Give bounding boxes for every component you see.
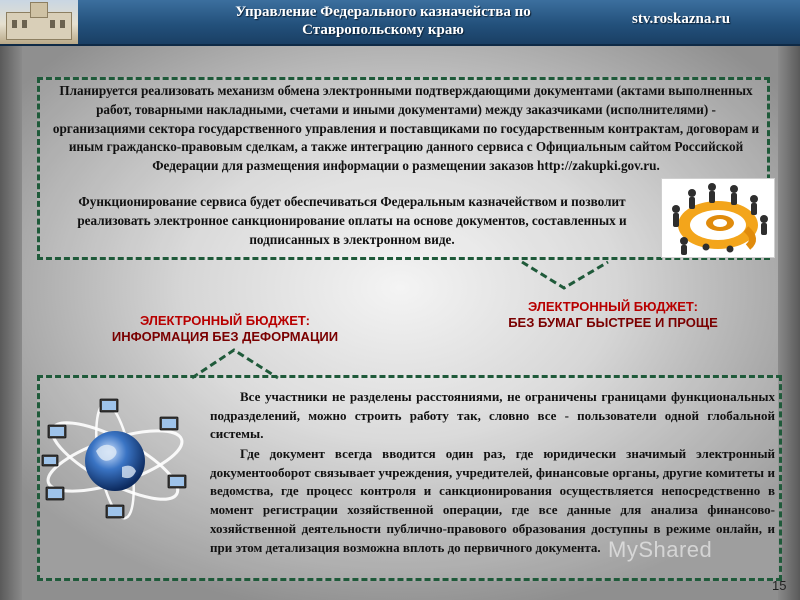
page-title (188, 3, 578, 39)
title-line-1: Управление Федерального казначейства по (235, 4, 531, 20)
bottom-paragraph-1: Все участники не разделены расстояниями, не ограничены границами функциональных подразделений, можно строить работу так, словно все - пользователи одной глобальной системы. (210, 389, 775, 442)
top-paragraph-1: Планируется реализовать механизм обмена электронными подтверждающими документами (актами выполненных работ, товарными накладными, счетами и иными документами) между заказчиками (исполнителями) - организациями сектора государственного управления и поставщиками по государственным контрактам, договорам и иным гражданско-правовым сделкам, а также интеграцию данного сервиса с Официальным сайтом Российской Федерации для размещения информации о размещении заказов http://zakupki.gov.ru. (52, 83, 760, 174)
headline-right-line-2: БЕЗ БУМАГ БЫСТРЕЕ И ПРОЩЕ (508, 315, 718, 330)
headline-left-line-2: ИНФОРМАЦИЯ БЕЗ ДЕФОРМАЦИИ (111, 329, 339, 344)
page-number: 15 (772, 578, 787, 593)
title-line-2: Ставропольскому краю (302, 22, 464, 38)
headline-right (458, 299, 768, 331)
connector-arrow-right (520, 252, 610, 292)
header-bar (0, 0, 800, 46)
people-at-sign-illustration (661, 178, 775, 258)
watermark: MyShared (608, 537, 713, 562)
globe-network-illustration (40, 395, 190, 525)
headline-right-line-1: ЭЛЕКТРОННЫЙ БЮДЖЕТ: (527, 299, 699, 314)
left-border-stripe (0, 44, 22, 600)
headline-left-line-1: ЭЛЕКТРОННЫЙ БЮДЖЕТ: (139, 313, 311, 328)
top-paragraph-2: Функционирование сервиса будет обеспечиваться Федеральным казначейством и позволит реализовать электронное санкционирование оплаты на основе документов, составленных и подписанных в электронном виде. (77, 194, 627, 247)
building-photo (0, 0, 78, 44)
bottom-paragraph-2: Где документ всегда вводится один раз, где юридически значимый электронный документооборот связывает учреждения, учредителей, финансовые органы, другие комитеты и ведомства, где процесс контроля и санкционирования осуществляется непосредственно в момент регистрации хозяйственной операции, где все данные для анализа финансово-хозяйственной деятельности публично-правового образования доступны в режиме онлайн, и при этом детализация возможна вплоть до первичного документа. (210, 446, 775, 555)
site-url[interactable]: stv.roskazna.ru (632, 11, 731, 27)
headline-left (70, 313, 380, 345)
